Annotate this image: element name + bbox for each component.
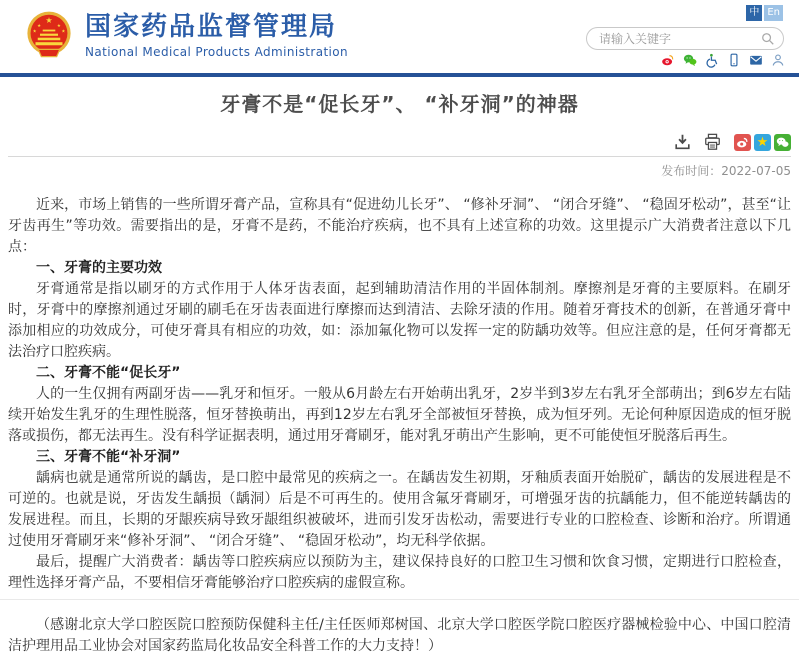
- svg-text:★: ★: [61, 29, 66, 35]
- section-heading: 二、牙膏不能“促长牙”: [36, 365, 181, 381]
- site-logo-link[interactable]: [22, 6, 348, 64]
- svg-text:★: ★: [56, 23, 61, 29]
- publish-meta: [8, 164, 791, 178]
- qzone-star-glyph: ★: [756, 134, 769, 150]
- search-input[interactable]: [599, 32, 761, 46]
- quick-links: [661, 53, 785, 67]
- lang-en-button[interactable]: En: [764, 5, 783, 21]
- national-emblem-icon: [22, 6, 76, 64]
- share-qzone-icon[interactable]: [754, 134, 771, 151]
- section-heading: 三、牙膏不能“补牙洞”: [36, 449, 181, 465]
- footer-divider: [0, 599, 799, 600]
- article-paragraph: 人的一生仅拥有两副牙齿——乳牙和恒牙。一般从6月龄左右开始萌出乳牙，2岁半到3岁左右乳牙全部萌出；到6岁左右陆续开始发生乳牙的生理性脱落，恒牙替换萌出，再到12岁左右乳牙全部被恒牙替换，成为恒牙列。无论何种原因造成的恒牙脱落或损伤，都无法再生。没有科学证据表明，通过用牙膏刷牙，能对乳牙萌出产生影响，更不可能使恒牙脱落后再生。: [8, 386, 791, 444]
- share-toolbar: [8, 133, 791, 151]
- svg-text:★: ★: [32, 29, 37, 35]
- article-paragraph: 近来，市场上销售的一些所谓牙膏产品，宣称具有“促进幼儿长牙”、 “修补牙洞”、 “闭合牙缝”、 “稳固牙松动”，甚至“让牙齿再生”等功效。需要指出的是，牙膏不是药，不能治疗疾病，也不具有上述宣称的功效。这里提示广大消费者注意以下几点：: [8, 197, 791, 255]
- site-name-en: National Medical Products Administration: [85, 45, 349, 59]
- article-paragraph: （感谢北京大学口腔医院口腔预防保健科主任/主任医师郑树国、北京大学口腔医学院口腔医疗器械检验中心、中国口腔清洁护理用品工业协会对国家药监局化妆品安全科普工作的大力支持！）: [8, 617, 791, 654]
- article-title: 牙膏不是“促长牙”、 “补牙洞”的神器: [220, 92, 579, 116]
- lang-zh-button[interactable]: 中: [746, 5, 762, 21]
- mobile-icon[interactable]: [727, 53, 741, 67]
- search-box: [586, 27, 784, 50]
- accessibility-icon[interactable]: [705, 53, 719, 67]
- search-icon[interactable]: [761, 32, 775, 46]
- article-body: [0, 178, 799, 657]
- publish-date: 2022-07-05: [721, 164, 791, 178]
- brand-text: [85, 6, 348, 59]
- article-paragraph: 龋病也就是通常所说的龋齿，是口腔中最常见的疾病之一。在龋齿发生初期，牙釉质表面开始脱矿，龋齿的发展进程是不可逆的。也就是说，牙齿发生龋损（龋洞）后是不可再生的。使用含氟牙膏刷牙，可增强牙齿的抗龋能力，但不能逆转龋齿的发展进程。而且，长期的牙龈疾病导致牙龈组织被破坏，进而引发牙齿松动，需要进行专业的口腔检查、诊断和治疗。所谓通过使用牙膏刷牙来“修补牙洞”、 “闭合牙缝”、 “稳固牙松动”，均无科学依据。: [8, 470, 791, 549]
- user-icon[interactable]: [771, 53, 785, 67]
- weibo-icon[interactable]: [661, 53, 675, 67]
- language-toggle: [746, 5, 783, 21]
- article-paragraph: 牙膏通常是指以刷牙的方式作用于人体牙齿表面，起到辅助清洁作用的半固体制剂。摩擦剂是牙膏的主要原料。在刷牙时，牙膏中的摩擦剂通过牙刷的刷毛在牙齿表面进行摩擦而达到清洁、去除牙渍的作用。随着牙膏技术的创新，在普通牙膏中添加相应的功效成分，可使牙膏具有相应的功效，如：添加氟化物可以发挥一定的防龋功效等。但应注意的是，任何牙膏都无法治疗口腔疾病。: [8, 281, 791, 360]
- section-heading: 一、牙膏的主要功效: [36, 260, 162, 276]
- wechat-icon[interactable]: [683, 53, 697, 67]
- mail-icon[interactable]: [749, 53, 763, 67]
- title-divider: [8, 156, 791, 157]
- svg-text:★: ★: [45, 14, 53, 25]
- site-header: [0, 0, 799, 73]
- header-divider: [0, 73, 799, 77]
- svg-text:★: ★: [37, 23, 42, 29]
- download-icon[interactable]: [673, 133, 692, 151]
- print-icon[interactable]: [703, 133, 722, 151]
- publish-label: 发布时间：: [661, 164, 722, 178]
- article-paragraph: 最后，提醒广大消费者：龋齿等口腔疾病应以预防为主，建议保持良好的口腔卫生习惯和饮食习惯，定期进行口腔检查，理性选择牙膏产品，不要相信牙膏能够治疗口腔疾病的虚假宣称。: [8, 554, 791, 591]
- site-name: 国家药品监督管理局: [85, 12, 338, 42]
- article-head: [0, 90, 799, 178]
- share-weibo-icon[interactable]: [734, 134, 751, 151]
- share-wechat-icon[interactable]: [774, 134, 791, 151]
